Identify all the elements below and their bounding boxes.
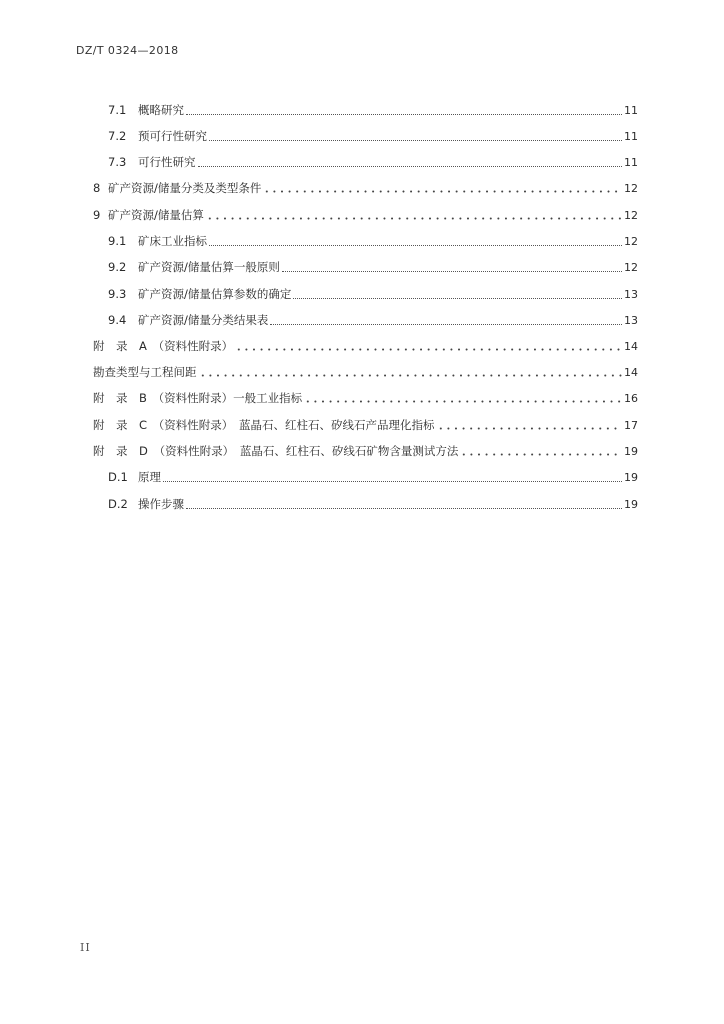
toc-dot-leader [263, 183, 622, 193]
toc-entry-number: 7.2 [108, 129, 127, 143]
toc-entry-page: 13 [624, 314, 638, 327]
toc-dot-leader [282, 261, 622, 272]
toc-entry-title: 矿产资源/储量分类及类型条件 [108, 181, 262, 195]
toc-entry-title: 矿产资源/储量估算 [108, 208, 204, 222]
toc-entry-page: 14 [624, 340, 638, 353]
toc-entry-appendix-a-title[interactable] [93, 365, 638, 380]
toc-entry-title: 操作步骤 [138, 497, 184, 511]
toc-entry-9[interactable] [93, 208, 638, 223]
toc-entry-number: 7.1 [108, 103, 127, 117]
toc-dot-leader [186, 104, 622, 115]
toc-entry-title: 附 录 C （资料性附录） 蓝晶石、红柱石、矽线石产品理化指标 [93, 418, 435, 432]
toc-dot-leader [163, 471, 622, 482]
toc-entry-title: 预可行性研究 [138, 129, 207, 143]
toc-entry-title: 矿产资源/储量估算参数的确定 [138, 287, 292, 301]
toc-entry-number: D.1 [108, 470, 128, 484]
toc-entry-page: 16 [624, 392, 638, 405]
toc-entry-title: 附 录 D （资料性附录） 蓝晶石、红柱石、矽线石矿物含量测试方法 [93, 444, 459, 458]
toc-entry-7-1[interactable] [108, 103, 638, 118]
toc-entry-number: 9.2 [108, 260, 127, 274]
document-header-code: DZ/T 0324—2018 [76, 44, 179, 57]
toc-dot-leader [437, 420, 622, 430]
toc-dot-leader [209, 130, 622, 141]
toc-entry-appendix-d[interactable] [93, 444, 638, 459]
toc-entry-9-2[interactable] [108, 260, 638, 275]
toc-entry-page: 12 [624, 209, 638, 222]
toc-entry-number: D.2 [108, 497, 128, 511]
toc-entry-title: 原理 [138, 470, 161, 484]
toc-entry-page: 12 [624, 235, 638, 248]
toc-entry-9-1[interactable] [108, 234, 638, 249]
toc-entry-7-2[interactable] [108, 129, 638, 144]
toc-entry-title: 矿产资源/储量分类结果表 [138, 313, 269, 327]
toc-entry-page: 13 [624, 288, 638, 301]
toc-entry-number: 8 [93, 181, 101, 195]
toc-entry-number: 9.3 [108, 287, 127, 301]
toc-entry-title: 勘查类型与工程间距 [93, 365, 197, 379]
toc-dot-leader [199, 367, 623, 377]
toc-entry-8[interactable] [93, 181, 638, 196]
toc-entry-page: 11 [624, 156, 638, 169]
toc-entry-page: 12 [624, 182, 638, 195]
toc-dot-leader [209, 235, 622, 246]
toc-entry-page: 12 [624, 261, 638, 274]
toc-entry-page: 17 [624, 419, 638, 432]
toc-entry-page: 19 [624, 498, 638, 511]
toc-entry-title: 可行性研究 [138, 155, 196, 169]
toc-entry-title: 概略研究 [138, 103, 184, 117]
toc-entry-d-2[interactable] [108, 497, 638, 512]
toc-entry-title: 矿产资源/储量估算一般原则 [138, 260, 280, 274]
toc-entry-d-1[interactable] [108, 470, 638, 485]
toc-entry-page: 19 [624, 445, 638, 458]
toc-entry-title: 附 录 B （资料性附录）一般工业指标 [93, 391, 303, 405]
toc-dot-leader [235, 341, 622, 351]
toc-entry-page: 19 [624, 471, 638, 484]
toc-entry-number: 7.3 [108, 155, 127, 169]
toc-dot-leader [304, 393, 622, 403]
toc-entry-title: 附 录 A （资料性附录） [93, 339, 234, 353]
toc-entry-9-3[interactable] [108, 287, 638, 302]
toc-entry-title: 矿床工业指标 [138, 234, 207, 248]
page-number-footer: II [80, 941, 91, 954]
toc-entry-appendix-b[interactable] [93, 391, 638, 406]
toc-dot-leader [270, 314, 622, 325]
toc-entry-appendix-a[interactable] [93, 339, 638, 354]
toc-dot-leader [293, 288, 622, 299]
toc-entry-number: 9 [93, 208, 101, 222]
toc-entry-page: 11 [624, 104, 638, 117]
toc-entry-page: 14 [624, 366, 638, 379]
toc-entry-page: 11 [624, 130, 638, 143]
toc-entry-number: 9.4 [108, 313, 127, 327]
toc-entry-9-4[interactable] [108, 313, 638, 328]
toc-dot-leader [186, 498, 622, 509]
toc-dot-leader [198, 156, 623, 167]
toc-dot-leader [460, 446, 622, 456]
toc-entry-appendix-c[interactable] [93, 418, 638, 433]
toc-dot-leader [206, 210, 622, 220]
toc-entry-number: 9.1 [108, 234, 127, 248]
toc-entry-7-3[interactable] [108, 155, 638, 170]
